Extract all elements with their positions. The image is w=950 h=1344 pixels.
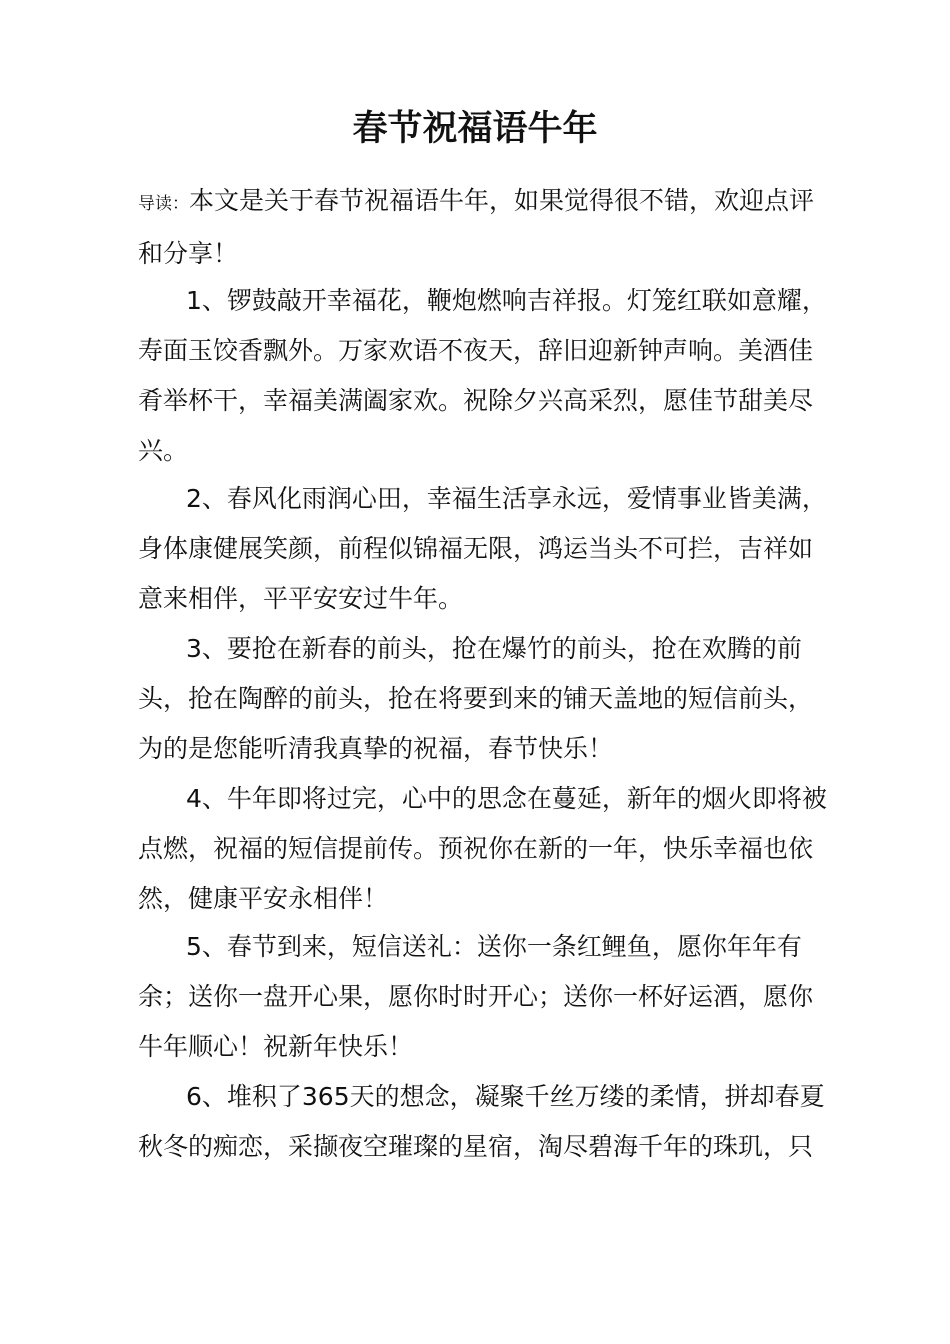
greeting-paragraph-6: 6、堆积了365天的想念，凝聚千丝万缕的柔情，拼却春夏秋冬的痴恋，采撷夜空璀璨的星宿，淘尽碧海千年的珠玑，只 bbox=[138, 1082, 825, 1161]
intro-text: 本文是关于春节祝福语牛年，如果觉得很不错，欢迎点评和分享！ bbox=[138, 186, 815, 268]
greeting-paragraph-5: 5、春节到来，短信送礼：送你一条红鲤鱼，愿你年年有余；送你一盘开心果，愿你时时开心；送你一杯好运酒，愿你牛年顺心！祝新年快乐！ bbox=[138, 932, 814, 1061]
intro-label: 导读： bbox=[138, 194, 189, 214]
greeting-paragraph-2: 2、春风化雨润心田，幸福生活享永远，爱情事业皆美满，身体康健展笑颜，前程似锦福无限，鸿运当头不可拦，吉祥如意来相伴，平平安安过牛年。 bbox=[138, 484, 827, 613]
greeting-paragraph-4: 4、牛年即将过完，心中的思念在蔓延，新年的烟火即将被点燃，祝福的短信提前传。预祝你在新的一年，快乐幸福也依然，健康平安永相伴！ bbox=[138, 784, 827, 913]
document-title: 春节祝福语牛年 bbox=[352, 109, 598, 149]
greeting-paragraph-3: 3、要抢在新春的前头，抢在爆竹的前头，抢在欢腾的前头，抢在陶醉的前头，抢在将要到来的铺天盖地的短信前头，为的是您能听清我真挚的祝福，春节快乐！ bbox=[138, 634, 814, 763]
greeting-paragraph-1: 1、锣鼓敲开幸福花，鞭炮燃响吉祥报。灯笼红联如意耀，寿面玉饺香飘外。万家欢语不夜天，辞旧迎新钟声响。美酒佳肴举杯干，幸福美满阖家欢。祝除夕兴高采烈，愿佳节甜美尽兴。 bbox=[138, 286, 827, 465]
intro-paragraph bbox=[138, 176, 818, 279]
